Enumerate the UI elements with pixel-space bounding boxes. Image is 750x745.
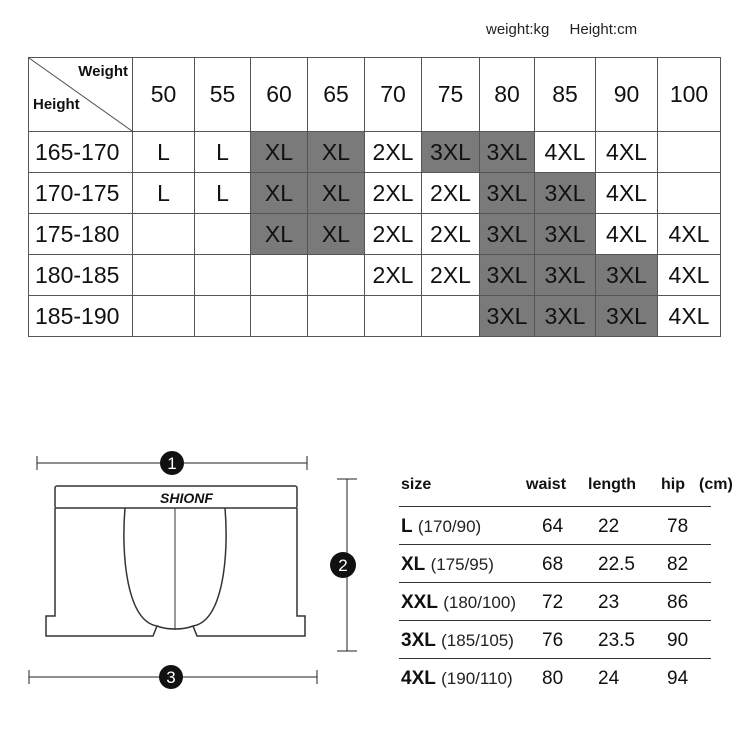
hip-value: 90 — [667, 630, 689, 651]
grid-header-row — [29, 58, 721, 132]
size-cell — [422, 296, 480, 337]
weight-header: 65 — [308, 58, 365, 132]
height-axis-label: Height — [33, 96, 80, 113]
size-code: 3XL — [401, 630, 436, 651]
size-cell: 3XL — [480, 255, 535, 296]
size-cell: 4XL — [596, 132, 658, 173]
size-cell: L — [133, 173, 195, 214]
size-cell: 2XL — [422, 255, 480, 296]
size-cell: 3XL — [535, 255, 596, 296]
waist-value: 76 — [542, 630, 564, 651]
size-cell: 2XL — [365, 132, 422, 173]
size-cell: XL — [308, 214, 365, 255]
units-legend — [486, 21, 637, 38]
size-cell: 4XL — [658, 255, 721, 296]
weight-header: 70 — [365, 58, 422, 132]
size-cell: 2XL — [365, 255, 422, 296]
height-range-cell: 165-170 — [29, 132, 133, 173]
size-cell: L — [195, 132, 251, 173]
weight-header: 60 — [251, 58, 308, 132]
waist-value: 72 — [542, 592, 564, 613]
measurement-row — [399, 506, 711, 544]
grid-corner-cell — [29, 58, 133, 132]
length-value: 23.5 — [598, 630, 635, 651]
hip-value: 82 — [667, 554, 689, 575]
size-cell: 4XL — [658, 296, 721, 337]
length-value: 22 — [598, 516, 620, 537]
size-cell — [133, 255, 195, 296]
size-cell: 3XL — [535, 173, 596, 214]
hip-value: 86 — [667, 592, 689, 613]
size-name-cell — [401, 516, 481, 538]
weight-header: 100 — [658, 58, 721, 132]
length-value: 24 — [598, 668, 620, 689]
size-cell — [251, 255, 308, 296]
marker-2-label: 2 — [338, 556, 348, 575]
size-cell: 4XL — [535, 132, 596, 173]
measurement-table — [399, 468, 711, 696]
size-name-cell — [401, 554, 494, 576]
size-cell: L — [195, 173, 251, 214]
size-cell — [308, 296, 365, 337]
waist-value: 80 — [542, 668, 564, 689]
weight-header: 55 — [195, 58, 251, 132]
size-column-header: size — [401, 476, 432, 493]
marker-3-label: 3 — [166, 668, 176, 687]
marker-1-label: 1 — [167, 454, 177, 473]
size-cell — [365, 296, 422, 337]
length-value: 22.5 — [598, 554, 635, 575]
grid-row — [29, 214, 721, 255]
hip-value: 94 — [667, 668, 689, 689]
size-fit: (170/90) — [417, 517, 482, 536]
height-range-cell: 170-175 — [29, 173, 133, 214]
size-cell: 3XL — [596, 296, 658, 337]
size-cell: 3XL — [535, 296, 596, 337]
size-cell — [308, 255, 365, 296]
size-cell: 2XL — [365, 214, 422, 255]
size-cell: 2XL — [365, 173, 422, 214]
size-name-cell — [401, 630, 514, 652]
height-range-cell: 175-180 — [29, 214, 133, 255]
waist-value: 64 — [542, 516, 564, 537]
size-code: 4XL — [401, 668, 436, 689]
size-cell: L — [133, 132, 195, 173]
height-unit-label: Height:cm — [569, 21, 638, 38]
marker-2 — [330, 552, 356, 578]
marker-1 — [160, 451, 184, 475]
weight-header: 75 — [422, 58, 480, 132]
cm-unit-label: (cm) — [699, 476, 733, 493]
waist-value: 68 — [542, 554, 564, 575]
weight-unit-label: weight:kg — [486, 21, 550, 38]
size-cell: XL — [251, 132, 308, 173]
measurement-row — [399, 658, 711, 696]
size-cell — [133, 214, 195, 255]
size-code: XL — [401, 554, 426, 575]
weight-header: 50 — [133, 58, 195, 132]
hip-value: 78 — [667, 516, 689, 537]
measurement-row — [399, 582, 711, 620]
size-cell: 2XL — [422, 214, 480, 255]
size-cell — [251, 296, 308, 337]
size-cell: 2XL — [422, 173, 480, 214]
size-cell: XL — [308, 132, 365, 173]
brand-logo: SHIONF — [160, 490, 213, 506]
size-cell: 3XL — [596, 255, 658, 296]
size-fit: (190/110) — [441, 669, 513, 688]
size-fit: (185/105) — [441, 631, 514, 650]
size-cell — [195, 255, 251, 296]
size-name-cell — [401, 668, 513, 690]
waist-column-header: waist — [526, 476, 567, 493]
measurement-header-row — [399, 468, 711, 506]
height-range-cell: 185-190 — [29, 296, 133, 337]
size-cell: XL — [308, 173, 365, 214]
weight-header: 80 — [480, 58, 535, 132]
weight-header: 90 — [596, 58, 658, 132]
size-cell — [195, 214, 251, 255]
garment-diagram — [25, 446, 370, 696]
measurement-row — [399, 620, 711, 658]
size-cell: 3XL — [480, 296, 535, 337]
size-code: L — [401, 516, 413, 537]
size-name-cell — [401, 592, 516, 614]
grid-row — [29, 173, 721, 214]
size-cell: 3XL — [480, 214, 535, 255]
size-cell: 3XL — [535, 214, 596, 255]
weight-header: 85 — [535, 58, 596, 132]
grid-row — [29, 296, 721, 337]
size-cell: 4XL — [596, 214, 658, 255]
size-cell: 3XL — [480, 132, 535, 173]
marker-3 — [159, 665, 183, 689]
size-fit: (180/100) — [443, 593, 517, 612]
size-chart-grid — [28, 57, 721, 337]
length-column-header: length — [588, 476, 636, 493]
weight-axis-label: Weight — [78, 63, 128, 80]
size-cell: 4XL — [596, 173, 658, 214]
boxer-briefs-outline — [46, 486, 305, 636]
size-cell: 3XL — [480, 173, 535, 214]
size-fit: (175/95) — [430, 555, 494, 574]
hip-column-header: hip — [661, 476, 685, 493]
size-cell: 3XL — [422, 132, 480, 173]
height-range-cell: 180-185 — [29, 255, 133, 296]
length-value: 23 — [598, 592, 620, 613]
size-cell: XL — [251, 214, 308, 255]
size-cell — [658, 173, 721, 214]
size-cell: XL — [251, 173, 308, 214]
grid-row — [29, 132, 721, 173]
size-cell — [133, 296, 195, 337]
size-cell — [658, 132, 721, 173]
size-cell: 4XL — [658, 214, 721, 255]
grid-row — [29, 255, 721, 296]
size-code: XXL — [401, 592, 438, 613]
measurement-row — [399, 544, 711, 582]
size-cell — [195, 296, 251, 337]
